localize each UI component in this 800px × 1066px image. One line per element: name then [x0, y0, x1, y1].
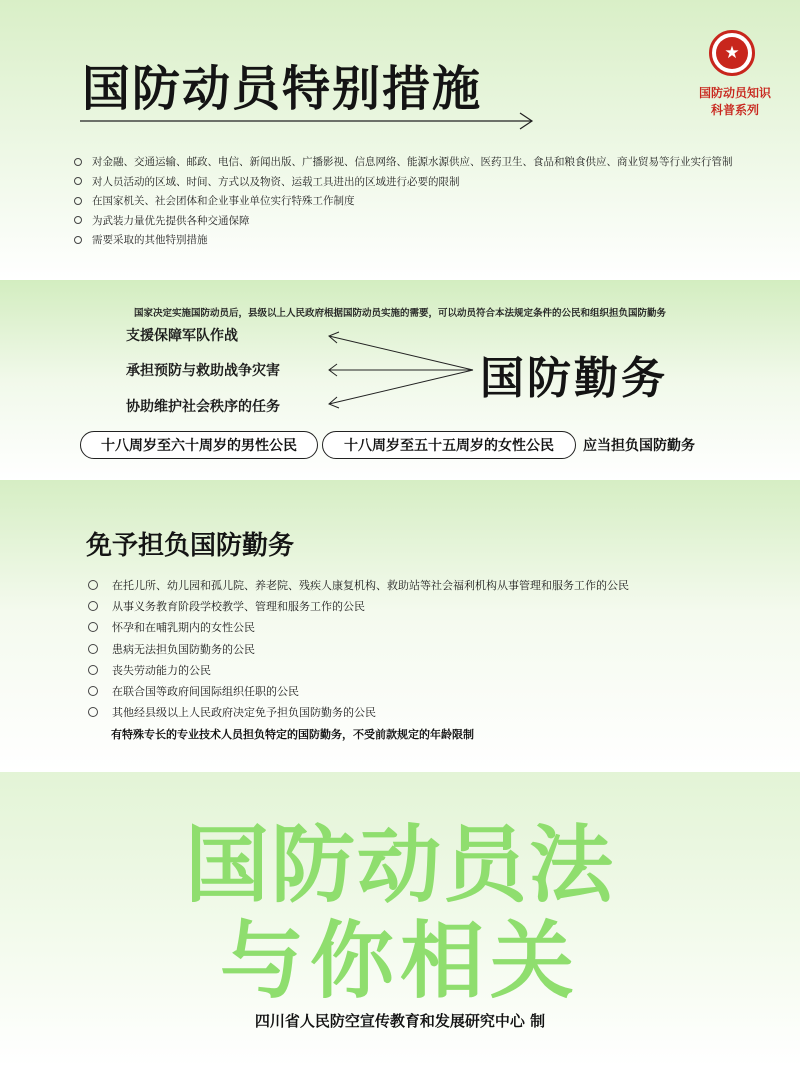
list-item: 为武装力量优先提供各种交通保障 — [74, 211, 733, 231]
duty-intro: 国家决定实施国防动员后，县级以上人民政府根据国防动员实施的需要，可以动员符合本法规定条件的公民和组织担负国防勤务 — [133, 308, 666, 319]
branch-arrows-icon — [325, 330, 475, 410]
credit-text: 四川省人民防空宣传教育和发展研究中心 制 — [254, 1012, 546, 1030]
duty-item: 协助维护社会秩序的任务 — [126, 399, 280, 415]
list-item: 对人员活动的区域、时间、方式以及物资、运载工具进出的区域进行必要的限制 — [74, 172, 733, 192]
duty-item: 承担预防与救助战争灾害 — [126, 363, 280, 379]
bullet-circle-icon — [88, 601, 98, 611]
list-item: 对金融、交通运输、邮政、电信、新闻出版、广播影视、信息网络、能源水源供应、医药卫生、食品和粮食供应、商业贸易等行业实行管制 — [74, 152, 733, 172]
bullet-circle-icon — [74, 177, 82, 185]
duty-tail-text: 应当担负国防勤务 — [583, 438, 695, 454]
list-item: 怀孕和在哺乳期内的女性公民 — [88, 617, 629, 638]
list-item: 需要采取的其他特别措施 — [74, 230, 733, 250]
slogan-line-1: 国防动员法 — [184, 816, 615, 914]
footer-section — [0, 772, 800, 1066]
list-item: 其他经县级以上人民政府决定免予担负国防勤务的公民 — [88, 702, 629, 723]
page-title: 国防动员特别措施 — [82, 61, 483, 117]
bullet-circle-icon — [74, 197, 82, 205]
bullet-circle-icon — [88, 622, 98, 632]
slogan-line-2: 与你相关 — [219, 912, 580, 1010]
list-item: 从事义务教育阶段学校教学、管理和服务工作的公民 — [88, 595, 629, 616]
star-emblem-icon: ★ — [709, 30, 755, 76]
brand-line-2: 科普系列 — [710, 103, 759, 117]
bullet-circle-icon — [88, 644, 98, 654]
bullet-circle-icon — [88, 665, 98, 675]
list-item: 丧失劳动能力的公民 — [88, 659, 629, 680]
exemption-title: 免予担负国防勤务 — [86, 531, 295, 561]
list-item: 在托儿所、幼儿园和孤儿院、养老院、残疾人康复机构、救助站等社会福利机构从事管理和服务工作的公民 — [88, 574, 629, 595]
defense-duty-section — [0, 280, 800, 480]
bullet-circle-icon — [88, 686, 98, 696]
special-measures-section — [0, 0, 800, 280]
duty-item: 支援保障军队作战 — [126, 328, 238, 344]
list-item: 在联合国等政府间国际组织任职的公民 — [88, 680, 629, 701]
exemption-note: 有特殊专长的专业技术人员担负特定的国防勤务，不受前款规定的年龄限制 — [111, 728, 474, 741]
bullet-circle-icon — [88, 707, 98, 717]
bullet-circle-icon — [88, 580, 98, 590]
arrow-right-icon — [80, 112, 540, 130]
exemption-section — [0, 480, 800, 772]
brand-line-1: 国防动员知识 — [698, 86, 771, 100]
bullet-circle-icon — [74, 216, 82, 224]
list-item: 患病无法担负国防勤务的公民 — [88, 638, 629, 659]
female-citizen-pill: 十八周岁至五十五周岁的女性公民 — [322, 431, 576, 459]
special-measures-list — [74, 152, 733, 250]
list-item: 在国家机关、社会团体和企业事业单位实行特殊工作制度 — [74, 191, 733, 211]
duty-big-title: 国防勤务 — [480, 353, 668, 404]
bullet-circle-icon — [74, 236, 82, 244]
exemption-list — [88, 574, 629, 723]
bullet-circle-icon — [74, 158, 82, 166]
male-citizen-pill: 十八周岁至六十周岁的男性公民 — [80, 431, 318, 459]
